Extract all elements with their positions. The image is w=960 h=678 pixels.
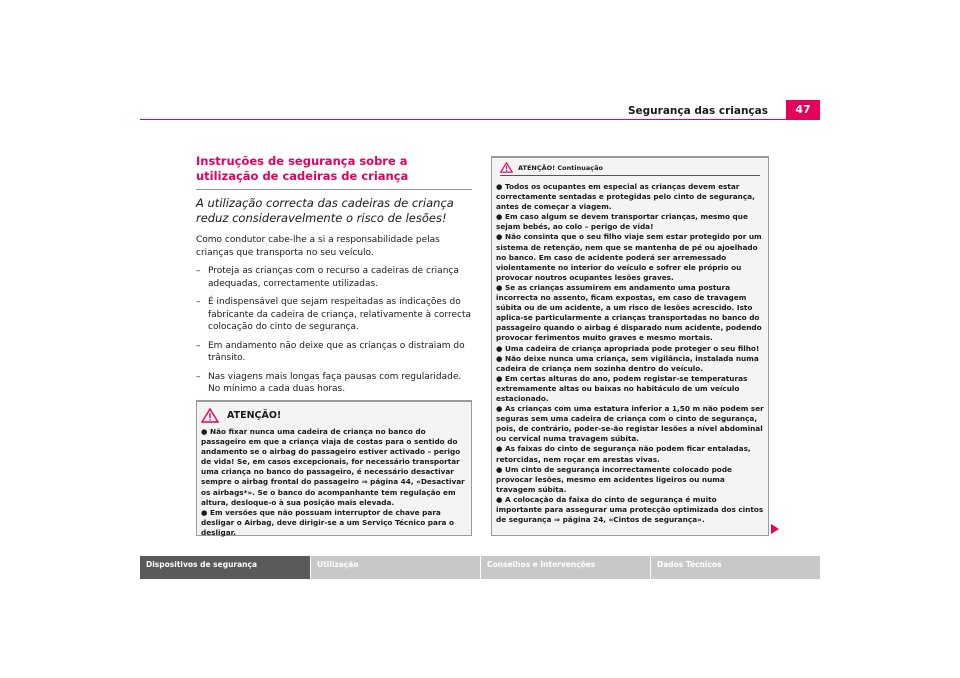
warning-bullet [496,182,764,212]
tab-conselhos-intervencoes[interactable]: Conselhos e Intervenções [481,556,650,579]
warning-bullet-text: Uma cadeira de criança apropriada pode proteger o seu filho! [505,343,760,353]
warning-bullet [496,212,764,232]
warning-body [201,427,467,538]
warning-box [196,400,472,536]
warning-bullet [201,427,467,508]
warning-bullet-text: Não deixe nunca uma criança, sem vigilância, instalada numa cadeira de criança nem sozinha dentro do veículo. [496,353,759,373]
warning-bullet [496,354,764,374]
warning-continued-rule [500,175,760,176]
warning-bullet-text: Não consinta que o seu filho viaje sem estar protegido por um sistema de retenção, nem que se mantenha de pé ou ajoelhado no banco. Em caso de acidente poderá ser arremessado violentamente no interior do veículo e sofrer ele próprio ou provocar noutros ocupantes lesões graves. [496,232,762,282]
warning-bullet [496,465,764,495]
bullet-icon: ● [201,427,208,436]
warning-bullet-text: Em versões que não possuam interruptor de chave para desligar o Airbag, deve dirigir-se a um Serviço Técnico para o desligar. [201,507,455,537]
lead-text: A utilização correcta das cadeiras de criança reduz consideravelmente o risco de lesões! [196,196,454,225]
bullet-icon: ● [496,404,503,414]
bullet-icon: ● [496,464,503,474]
warning-triangle-icon [201,408,219,423]
warning-bullet [496,444,764,464]
section-rule [196,189,472,190]
chapter-title: Segurança das crianças [627,105,768,117]
bullet-icon: ● [496,212,503,222]
warning-bullet [496,344,764,354]
tab-dados-tecnicos[interactable]: Dados Técnicos [651,556,820,579]
footer-nav [140,556,820,579]
list-item: – É indispensável que sejam respeitadas as indicações do fabricante da cadeira de criança, relativamente à correcta colocação do cinto de segurança. [196,296,472,334]
warning-triangle-icon [500,162,513,173]
warning-bullet [496,232,764,282]
list-item: – Nas viagens mais longas faça pausas com regularidade. No mínimo a cada duas horas. [196,371,472,396]
left-column [196,154,472,402]
section-title: Instruções de segurança sobre a utilização de cadeiras de criança [196,154,409,183]
warning-bullet-text: Em caso algum se devem transportar crianças, mesmo que sejam bebés, ao colo – perigo de vida! [496,212,748,232]
bullet-icon: ● [496,444,503,454]
bullet-icon: ● [496,282,503,292]
bullet-icon: ● [496,373,503,383]
list-item: – Em andamento não deixe que as crianças o distraiam do trânsito. [196,340,472,365]
tab-utilizacao[interactable]: Utilização [311,556,480,579]
warning-bullet-text: Se as crianças assumirem em andamento uma postura incorrecta no assento, ficam expostas, em caso de travagem súbita ou de um acidente, a um risco de lesões acrescido. Isto aplica-se particularmente a crianças transportadas no banco do passageiro quando o airbag é disparado num acidente, podendo provocar ferimentos muito graves e mesmo mortais. [496,282,762,343]
bullet-icon: ● [496,343,503,353]
continue-arrow-icon[interactable] [771,524,779,534]
warning-continued-body [496,182,764,525]
bullet-icon: ● [496,232,503,242]
warning-bullet-text: As faixas do cinto de segurança não podem ficar entaladas, retorcidas, nem roçar em arestas vivas. [496,444,751,464]
bullet-icon: ● [496,182,503,191]
warning-bullet [496,495,764,525]
warning-bullet-text: Em certas alturas do ano, podem registar-se temperaturas extremamente altas ou baixas no habitáculo de um veículo estacionado. [496,373,748,403]
warning-bullet-text: A colocação da faixa do cinto de segurança é muito importante para assegurar uma protecção optimizada dos cintos de segurança ⇒ página 24, «Cintos de segurança». [496,494,764,525]
bullet-icon: ● [201,507,208,517]
page-number: 47 [786,100,820,120]
warning-bullet-text: As crianças com uma estatura inferior a 1,50 m não podem ser seguras sem uma cadeira de criança com o cinto de segurança, pois, de contrário, poder-se-ão registar lesões a nível abdominal ou cervical numa travagem súbita. [496,404,764,444]
warning-title: ATENÇÃO! [227,410,282,421]
list-item: – Proteja as crianças com o recurso a cadeiras de criança adequadas, correctamente utilizadas. [196,265,472,290]
warning-continued-title: ATENÇÃO! Continuação [518,164,603,172]
bullet-icon: ● [496,353,503,363]
warning-bullet [496,374,764,404]
warning-bullet [496,404,764,444]
warning-bullet-text: Todos os ocupantes em especial as crianças devem estar correctamente sentadas e protegidas pelo cinto de segurança, antes de começar a viagem. [496,182,755,212]
warning-bullet-text: Um cinto de segurança incorrectamente colocado pode provocar lesões, mesmo em acidentes ligeiros ou numa travagem súbita. [496,464,732,494]
instruction-list [196,265,472,396]
warning-continued-box [491,156,769,536]
header-rule [140,119,820,120]
page-header [140,100,820,120]
intro-text: Como condutor cabe-lhe a si a responsabilidade pelas crianças que transporta no seu veículo. [196,235,440,258]
warning-bullet-text: Não fixar nunca uma cadeira de criança no banco do passageiro em que a criança viaja de costas para o sentido do andamento se o airbag do passageiro estiver activado – perigo de vida! Se, em casos excepcionais, for necessário transportar uma criança no banco do passageiro, é necessário desactivar sempre o airbag frontal do passageiro ⇒ página 44, «Desactivar os airbags*». Se o banco do acompanhante tem regulação em altura, desloque-o à sua posição mais elevada. [201,427,465,507]
bullet-icon: ● [496,494,503,504]
warning-bullet [496,283,764,344]
tab-dispositivos-seguranca[interactable]: Dispositivos de segurança [140,556,310,579]
warning-bullet [201,508,467,538]
